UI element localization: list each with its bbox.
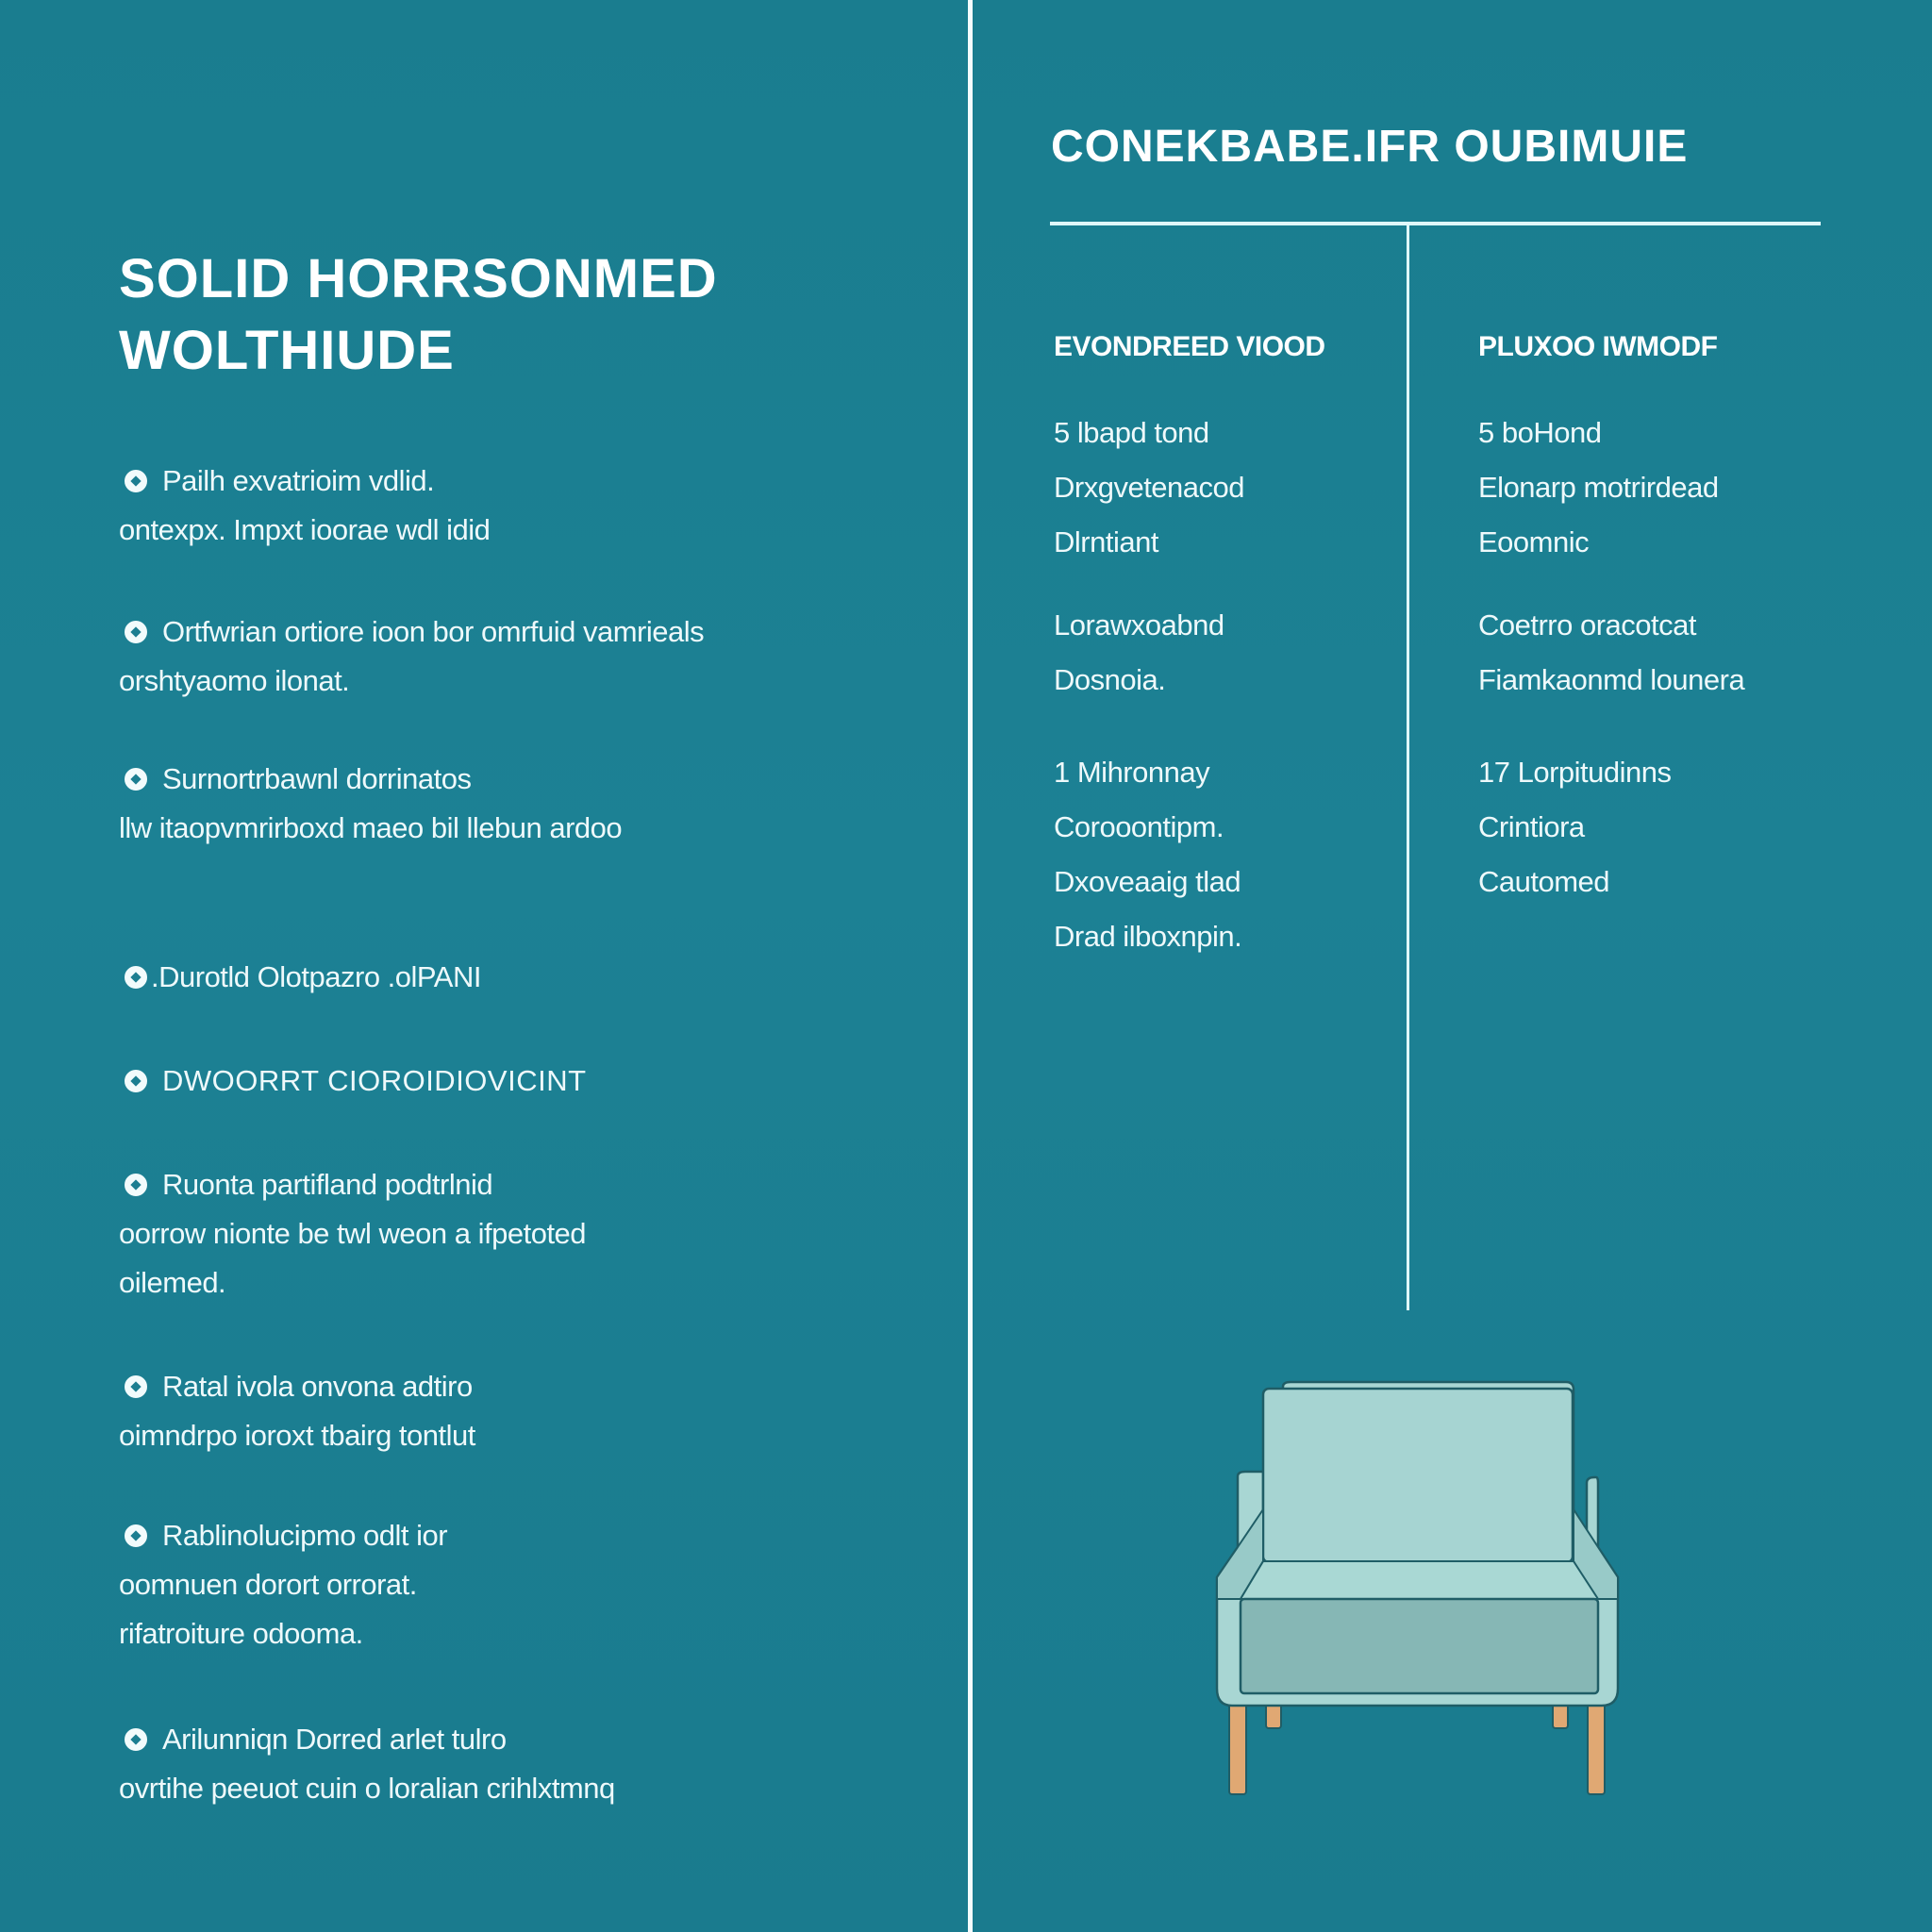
feature-line: oomnuen dorort orrorat.: [119, 1568, 417, 1601]
feature-line: DWOORRT CIOROIDIOVICINT: [162, 1064, 587, 1097]
spec-line: Fiamkaonmd lounera: [1478, 663, 1745, 696]
bullet-icon: [125, 966, 147, 989]
feature-line: Ratal ivola onvona adtiro: [162, 1370, 473, 1403]
spec-line: 1 Mihronnay: [1054, 756, 1210, 789]
feature-item: [119, 1057, 874, 1106]
spec-group: [1478, 745, 1827, 909]
feature-item: [119, 1715, 874, 1813]
spec-line: Dosnoia.: [1054, 663, 1166, 696]
spec-line: Coetrro oracotcat: [1478, 608, 1696, 641]
armchair-icon: [1189, 1358, 1641, 1811]
feature-line: llw itaopvmrirboxd maeo bil llebun ardoo: [119, 811, 623, 844]
spec-group: [1054, 598, 1403, 708]
spec-group: [1478, 406, 1827, 570]
spec-line: Crintiora: [1478, 810, 1585, 843]
spec-line: Corooontipm.: [1054, 810, 1224, 843]
spec-line: Cautomed: [1478, 865, 1610, 898]
column-heading: PLUXOO IWMODF: [1478, 331, 1718, 362]
feature-line: Ortfwrian ortiore ioon bor omrfuid vamrieals: [162, 615, 705, 648]
feature-line: oimndrpo ioroxt tbairg tontlut: [119, 1419, 475, 1452]
left-title-line-1: SOLID HORRSONMED: [119, 248, 718, 309]
feature-line: rifatroiture odooma.: [119, 1617, 363, 1650]
left-title: [119, 243, 718, 387]
comparison-title: CONEKBABE.IFR OUBIMUIE: [1051, 122, 1689, 172]
feature-item: [119, 1362, 874, 1460]
main-vertical-divider: [968, 0, 973, 1932]
feature-line: .Durotld Olotpazro .olPANI: [151, 960, 481, 993]
spec-line: Lorawxoabnd: [1054, 608, 1224, 641]
spec-line: Dlrntiant: [1054, 525, 1158, 558]
feature-line: ontexpx. Impxt ioorae wdl idid: [119, 513, 491, 546]
spec-line: 5 boHond: [1478, 416, 1602, 449]
column-heading: EVONDREED VIOOD: [1054, 331, 1325, 362]
bullet-icon: [125, 1070, 147, 1092]
armchair-illustration: [1189, 1358, 1641, 1811]
column-plywood: [1478, 328, 1827, 947]
spec-line: Elonarp motrirdead: [1478, 471, 1719, 504]
bullet-icon: [125, 1524, 147, 1547]
feature-item: [119, 608, 874, 706]
feature-line: Rablinolucipmo odlt ior: [162, 1519, 448, 1552]
feature-line: Arilunniqn Dorred arlet tulro: [162, 1723, 507, 1756]
left-title-line-2: WOLTHIUDE: [119, 320, 455, 381]
feature-line: Ruonta partifland podtrlnid: [162, 1168, 493, 1201]
bullet-icon: [125, 470, 147, 492]
spec-line: Drad ilboxnpin.: [1054, 920, 1242, 953]
left-panel: [119, 0, 949, 1932]
spec-line: 5 lbapd tond: [1054, 416, 1209, 449]
bullet-icon: [125, 1728, 147, 1751]
feature-item: [119, 457, 874, 555]
spec-line: Drxgvetenacod: [1054, 471, 1245, 504]
feature-line: orshtyaomo ilonat.: [119, 664, 350, 697]
feature-line: Surnortrbawnl dorrinatos: [162, 762, 472, 795]
feature-item: [119, 1160, 874, 1307]
column-engineered-wood: [1054, 328, 1403, 1002]
spec-line: Dxoveaaig tlad: [1054, 865, 1241, 898]
feature-item: [119, 755, 874, 853]
spec-line: 17 Lorpitudinns: [1478, 756, 1672, 789]
column-divider: [1407, 224, 1409, 1310]
spec-group: [1054, 745, 1403, 964]
feature-line: oilemed.: [119, 1266, 226, 1299]
bullet-icon: [125, 621, 147, 643]
feature-item: [119, 953, 874, 1002]
bullet-icon: [125, 768, 147, 791]
horizontal-rule: [1050, 222, 1821, 225]
feature-item: [119, 1511, 874, 1658]
feature-line: Pailh exvatrioim vdlid.: [162, 464, 435, 497]
spec-group: [1478, 598, 1827, 708]
feature-line: oorrow nionte be twl weon a ifpetoted: [119, 1217, 587, 1250]
spec-group: [1054, 406, 1403, 570]
bullet-icon: [125, 1375, 147, 1398]
feature-line: ovrtihe peeuot cuin o loralian crihlxtmnq: [119, 1772, 615, 1805]
bullet-icon: [125, 1174, 147, 1196]
spec-line: Eoomnic: [1478, 525, 1590, 558]
